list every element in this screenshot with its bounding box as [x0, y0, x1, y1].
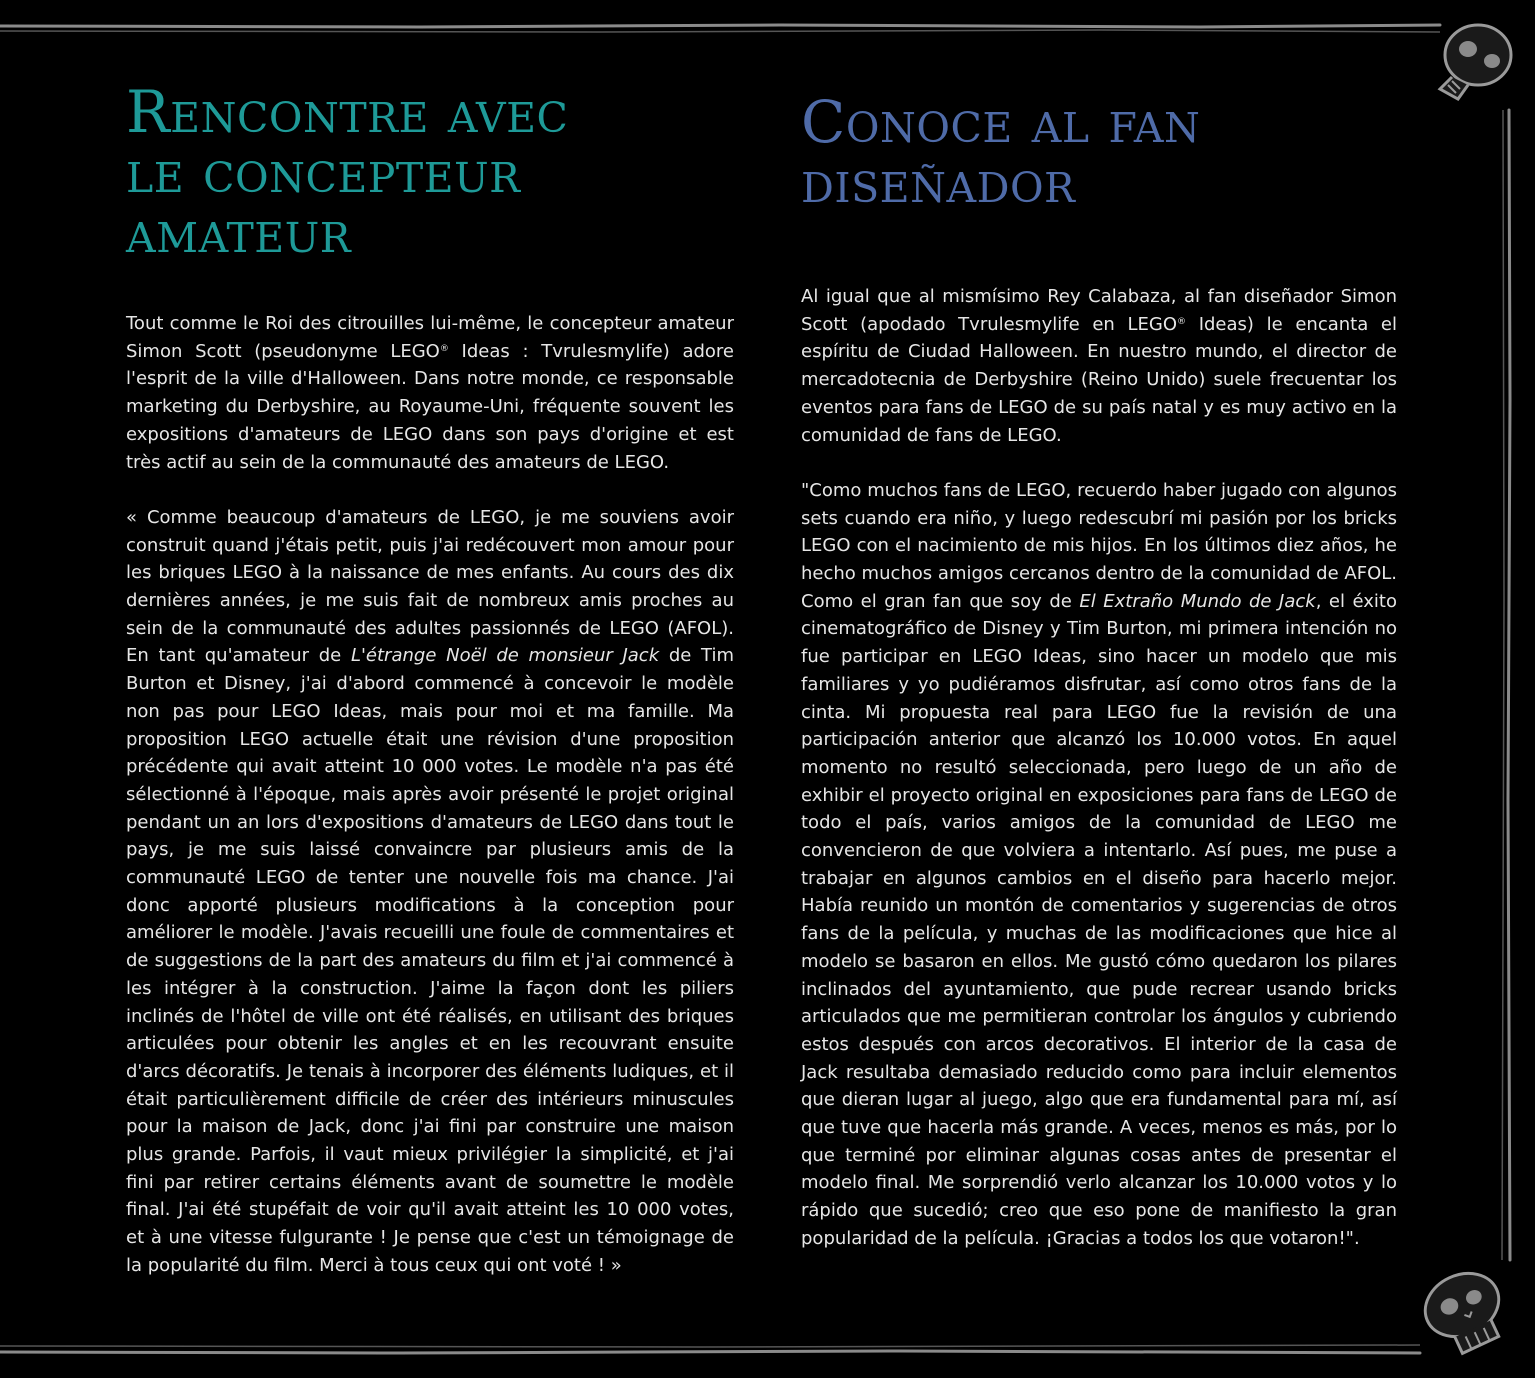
spanish-intro-text-a: Al igual que al mismísimo Rey Calabaza, al fan diseñador Simon Scott (apodado Tvrulesmylife en LEGO [801, 286, 1397, 335]
spanish-paragraph-quote [801, 477, 1397, 1253]
french-intro-text-b: Ideas : Tvrulesmylife) adore l'esprit de la ville d'Halloween. Dans notre monde, ce responsable marketing du Derbyshire, au Royaume-Uni, fréquente souvent les expositions d'amateurs de LEGO dans son pays d'origine et est très actif au sein de la communauté des amateurs de LEGO. [126, 340, 734, 473]
spanish-quote-text-b: , el éxito cinematográfico de Disney y Tim Burton, mi primera intención no fue participar en LEGO Ideas, sino hacer un modelo que mis familiares y yo pudiéramos disfrutar, así como otros fans de la cinta. Mi propuesta real para LEGO fue la revisión de una participación anterior que alcanzó los 10.000 votos. En aquel momento no resultó seleccionada, pero luego de un año de exhibir el proyecto original en exposiciones para fans de LEGO de todo el país, varios amigos de la comunidad de LEGO me convencieron de que volviera a intentarlo. Así pues, me puse a trabajar en algunos cambios en el diseño para hacerlo mejor. Había reunido un montón de comentarios y sugerencias de otros fans de la película, y muchas de las modificaciones que hice al modelo se basaron en ellos. Me gustó cómo quedaron los pilares inclinados del ayuntamiento, que pude recrear usando bricks articulados que me permitieran controlar los ángulos y cubriendo estos después con arcos decorativos. El interior de la casa de Jack resultaba demasiado reducido como para incluir elementos que dieran lugar al juego, algo que era fundamental para mí, así que tuve que hacerla más grande. A veces, menos es más, por lo que terminé por eliminar algunas cosas antes de presentar el modelo final. Me sorprendió verlo alcanzar los 10.000 votos y lo rápido que sucedió; creo que eso pone de manifiesto la gran popularidad de la película. ¡Gracias a todos los que votaron!". [801, 590, 1398, 1249]
spanish-body [801, 283, 1397, 1280]
french-title-line-3: amateur [126, 198, 352, 266]
spanish-title [801, 88, 1421, 216]
registered-mark: ® [439, 343, 449, 354]
spanish-title-line-2: diseñador [801, 148, 1076, 216]
frame-bottom-border [0, 1351, 1420, 1353]
frame-right-border [1508, 110, 1510, 1260]
registered-mark: ® [1177, 316, 1187, 327]
skull-icon [1440, 25, 1511, 99]
spanish-paragraph-intro [801, 283, 1397, 449]
french-paragraph-quote [126, 504, 734, 1280]
french-title-line-2: le concepteur [126, 138, 521, 206]
frame-top-border-inner [0, 30, 1440, 32]
french-body [126, 310, 734, 1307]
french-paragraph-intro [126, 310, 734, 476]
french-quote-text-a: « Comme beaucoup d'amateurs de LEGO, je me souviens avoir construit quand j'étais petit, puis j'ai redécouvert mon amour pour les briques LEGO à la naissance de mes enfants. Au cours des dix dernières années, je me suis fait de nombreux amis proches au sein de la communauté des adultes passionnés de LEGO (AFOL). En tant qu'amateur de [126, 506, 734, 667]
french-title [126, 78, 746, 266]
french-film-title: L'étrange Noël de monsieur Jack [350, 645, 660, 667]
spanish-intro-text-b: Ideas) le encanta el espíritu de Ciudad Halloween. En nuestro mundo, el director de mercadotecnia de Derbyshire (Reino Unido) suele frecuentar los eventos para fans de LEGO de su país natal y es muy activo en la comunidad de fans de LEGO. [801, 313, 1398, 446]
french-intro-text-a: Tout comme le Roi des citrouilles lui-même, le concepteur amateur Simon Scott (pseudonyme LEGO [126, 313, 734, 362]
frame-bottom-border-inner [0, 1345, 1420, 1347]
skull-icon [1415, 1262, 1515, 1361]
french-title-line-1: Rencontre avec [126, 78, 569, 146]
spanish-quote-text-a: "Como muchos fans de LEGO, recuerdo haber jugado con algunos sets cuando era niño, y luego redescubrí mi pasión por los bricks LEGO con el nacimiento de mis hijos. En los últimos diez años, he hecho muchos amigos cercanos dentro de la comunidad de AFOL. Como el gran fan que soy de [801, 479, 1397, 612]
frame-top-border [0, 25, 1440, 27]
spanish-film-title: El Extraño Mundo de Jack [1079, 590, 1316, 612]
frame-right-border-inner [1502, 110, 1504, 1260]
spanish-title-line-1: Conoce al fan [801, 88, 1201, 156]
french-quote-text-b: de Tim Burton et Disney, j'ai d'abord commencé à concevoir le modèle non pas pour LEGO Ideas, mais pour moi et ma famille. Ma proposition LEGO actuelle était une révision d'une proposition précédente qui avait atteint 10 000 votes. Le modèle n'a pas été sélectionné à l'époque, mais après avoir présenté le projet original pendant un an lors d'expositions d'amateurs de LEGO dans tout le pays, je me suis laissé convaincre par plusieurs amis de la communauté LEGO de tenter une nouvelle fois ma chance. J'ai donc apporté plusieurs modifications à la conception pour améliorer le modèle. J'avais recueilli une foule de commentaires et de suggestions de la part des amateurs du film et j'ai commencé à les intégrer à la construction. J'aime la façon dont les piliers inclinés de l'hôtel de ville ont été réalisés, en utilisant des briques articulées pour obtenir les angles et en les recouvrant ensuite d'arcs décoratifs. Je tenais à incorporer des éléments ludiques, et il était particulièrement difficile de créer des intérieurs minuscules pour la maison de Jack, donc j'ai fini par construire une maison plus grande. Parfois, il vaut mieux privilégier la simplicité, et j'ai fini par retirer certains éléments avant de soumettre le modèle final. J'ai été stupéfait de voir qu'il avait atteint les 10 000 votes, et à une vitesse fulgurante ! Je pense que c'est un témoignage de la popularité du film. Merci à tous ceux qui ont voté ! » [126, 645, 734, 1276]
